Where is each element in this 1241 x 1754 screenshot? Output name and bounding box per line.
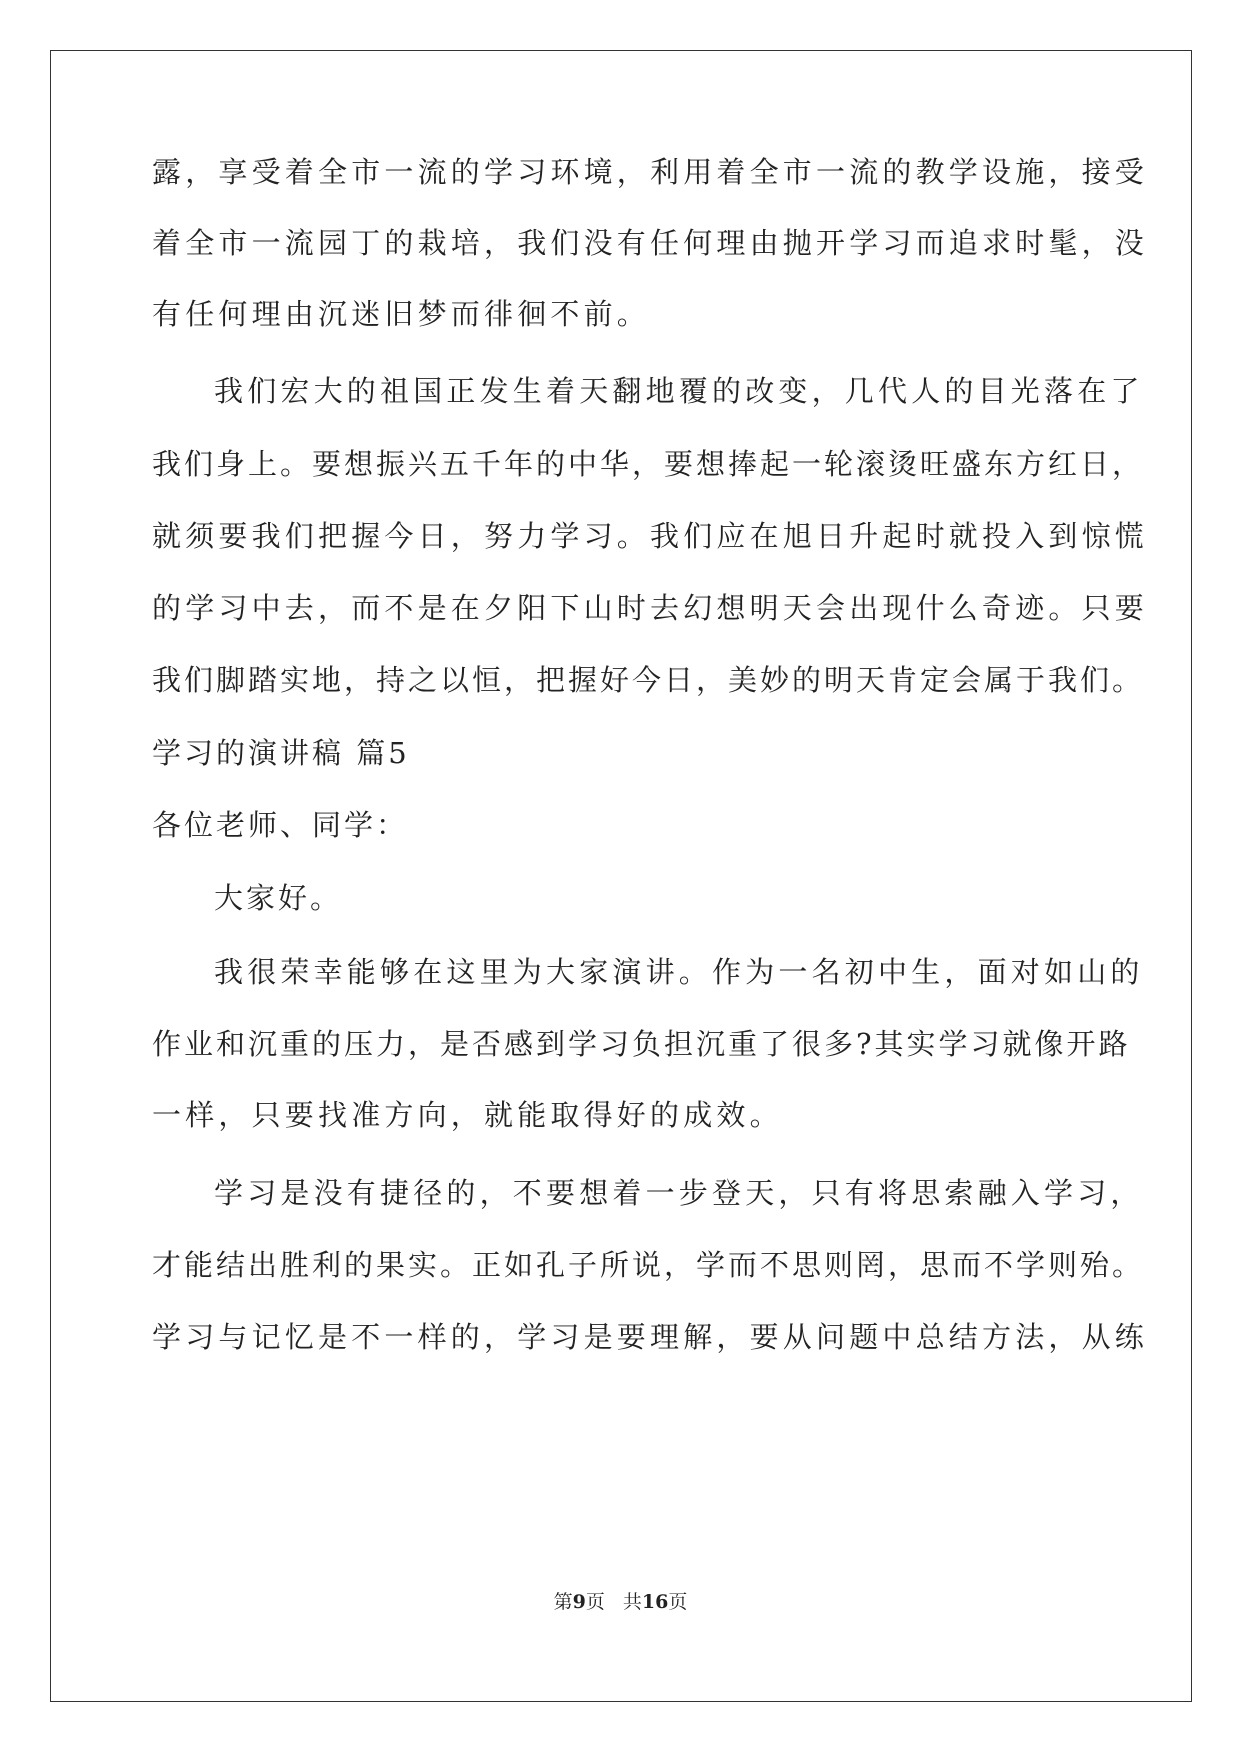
paragraph-line: 一样，只要找准方向，就能取得好的成效。 bbox=[152, 1098, 783, 1132]
paragraph-line: 的学习中去，而不是在夕阳下山时去幻想明天会出现什么奇迹。只要 bbox=[152, 591, 1149, 625]
paragraph-line: 有任何理由沉迷旧梦而徘徊不前。 bbox=[152, 297, 651, 331]
footer-page-suffix: 页 bbox=[585, 1591, 605, 1613]
paragraph-line: 我们脚踏实地，持之以恒，把握好今日，美妙的明天肯定会属于我们。 bbox=[152, 663, 1145, 697]
paragraph-line: 着全市一流园丁的栽培，我们没有任何理由抛开学习而追求时髦，没 bbox=[152, 226, 1149, 260]
paragraph-line: 我们宏大的祖国正发生着天翻地覆的改变，几代人的目光落在了 bbox=[214, 374, 1144, 408]
footer-total-suffix: 页 bbox=[668, 1591, 688, 1613]
paragraph-line: 就须要我们把握今日，努力学习。我们应在旭日升起时就投入到惊慌 bbox=[152, 519, 1149, 553]
section-heading: 学习的演讲稿 篇5 bbox=[152, 736, 410, 770]
page-footer bbox=[0, 1590, 1241, 1614]
paragraph-line: 作业和沉重的压力，是否感到学习负担沉重了很多?其实学习就像开路 bbox=[152, 1027, 1131, 1061]
paragraph-line: 露，享受着全市一流的学习环境，利用着全市一流的教学设施，接受 bbox=[152, 155, 1149, 189]
page-number: 9 bbox=[572, 1591, 586, 1613]
paragraph-line: 学习是没有捷径的，不要想着一步登天，只有将思索融入学习， bbox=[214, 1176, 1144, 1210]
greeting: 大家好。 bbox=[214, 881, 343, 915]
footer-total-prefix: 共 bbox=[622, 1591, 642, 1613]
salutation: 各位老师、同学： bbox=[152, 808, 409, 842]
footer-prefix: 第 bbox=[553, 1591, 573, 1613]
paragraph-line: 我很荣幸能够在这里为大家演讲。作为一名初中生，面对如山的 bbox=[214, 955, 1144, 989]
total-pages: 16 bbox=[641, 1591, 669, 1613]
paragraph-line: 我们身上。要想振兴五千年的中华，要想捧起一轮滚烫旺盛东方红日， bbox=[152, 447, 1145, 481]
paragraph-line: 才能结出胜利的果实。正如孔子所说，学而不思则罔，思而不学则殆。 bbox=[152, 1248, 1145, 1282]
paragraph-line: 学习与记忆是不一样的，学习是要理解，要从问题中总结方法，从练 bbox=[152, 1320, 1149, 1354]
